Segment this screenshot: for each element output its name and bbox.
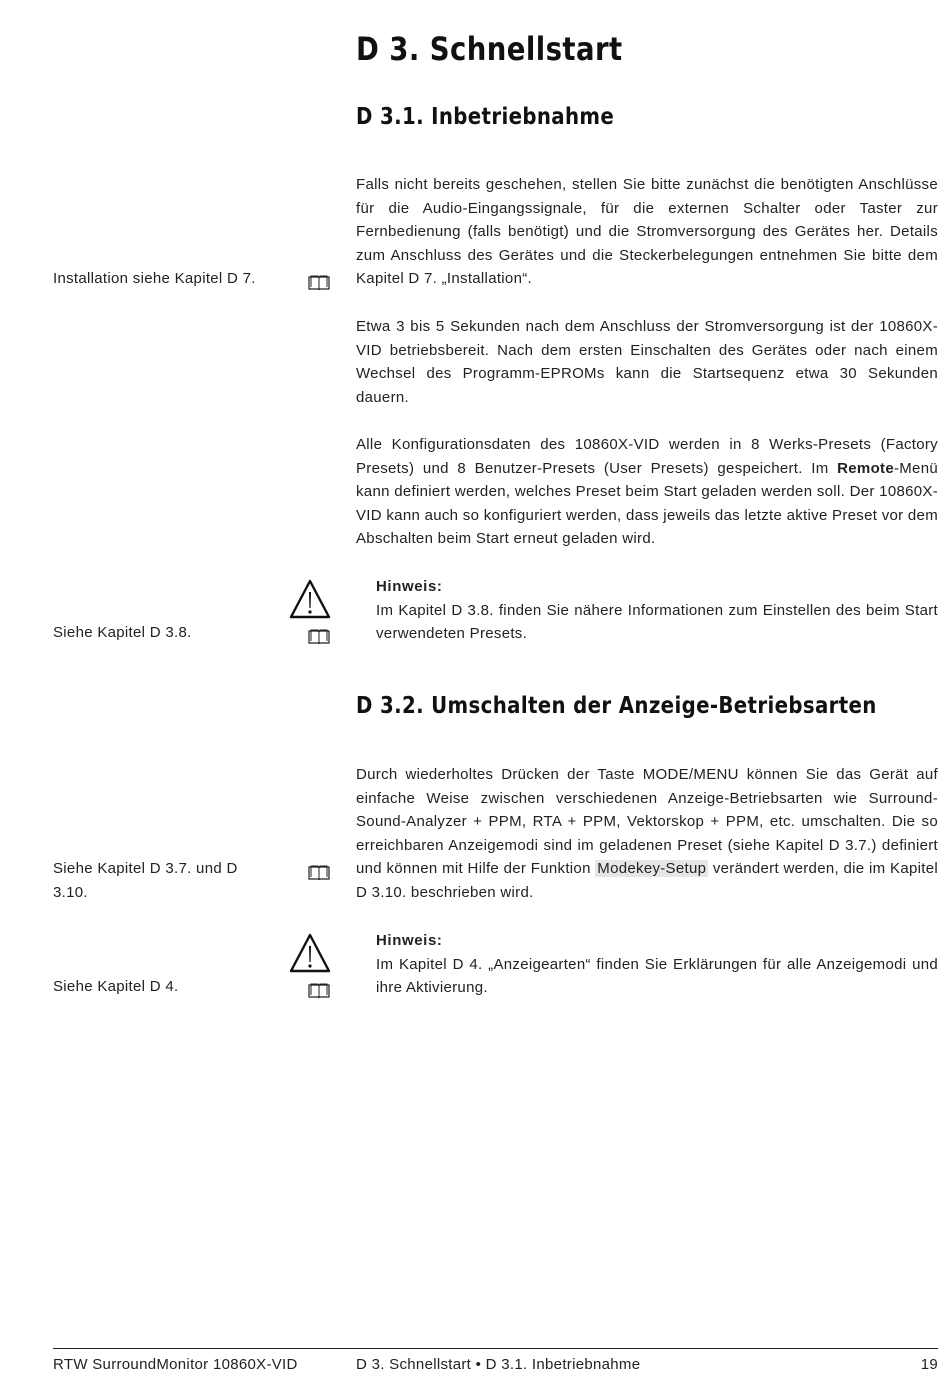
margin-note-chapter-4: Siehe Kapitel D 4.: [53, 978, 179, 995]
footer-page-number: 19: [920, 1356, 938, 1373]
modekey-setup-label: Modekey-Setup: [597, 860, 707, 877]
paragraph-startup-time: Etwa 3 bis 5 Sekunden nach dem Anschluss der Stromversorgung ist der 10860X-VID betriebsbereit. Nach dem ersten Einschalten des Gerätes oder nach einem Wechsel des Programm-EPROMs kann die Startsequenz etwa 30 Sekunden dauern.: [356, 318, 938, 406]
paragraph-presets: [356, 433, 938, 551]
note-box-anzeigearten: [376, 929, 938, 1000]
book-reference-icon: [307, 865, 331, 881]
margin-note-chapter-3-7-3-10: Siehe Kapitel D 3.7. und D 3.10.: [53, 860, 238, 901]
book-reference-icon: [307, 275, 331, 291]
book-reference-icon: [307, 629, 331, 645]
presets-text-end: -Menü kann definiert werden, welches Preset beim Start geladen werden soll. Der 10860X-VID kann auch so konfiguriert werden, dass jeweils das letzte aktive Preset vor dem Abschalten beim Start erneut geladen wird.: [356, 459, 938, 547]
note-title: Hinweis:: [376, 578, 443, 595]
note-title: Hinweis:: [376, 932, 443, 949]
presets-text-start: Alle Konfigurationsdaten des 10860X-VID werden in 8 Werks-Presets (Factory Presets) und 8 Benutzer-Presets (User Presets) gespeichert. Im: [356, 436, 938, 477]
footer-section-path: D 3. Schnellstart • D 3.1. Inbetriebnahme: [356, 1356, 641, 1373]
mode-text-end: verändert werden, die im Kapitel D 3.10. beschrieben wird.: [356, 860, 938, 901]
mode-text-start: Durch wiederholtes Drücken der Taste MODE/MENU können Sie das Gerät auf einfache Weise zwischen verschiedenen Anzeige-Betriebsarten wie Surround-Sound-Analyzer + PPM, RTA + PPM, Vektorskop + PPM, etc. umschalten. Die so erreichbaren Anzeigemodi sind im geladenen Preset (siehe Kapitel D 3.7.) definiert und können mit Hilfe der Funktion: [356, 766, 938, 877]
warning-icon: [288, 932, 332, 974]
note-text: Im Kapitel D 3.8. finden Sie nähere Informationen zum Einstellen des beim Start verwendeten Presets.: [376, 601, 938, 642]
note-box-presets: [376, 575, 938, 646]
margin-note-chapter-3-8: Siehe Kapitel D 3.8.: [53, 624, 192, 641]
section-heading-anzeige-betriebsarten: D 3.2. Umschalten der Anzeige-Betriebsarten: [356, 693, 877, 719]
margin-note-installation: Installation siehe Kapitel D 7.: [53, 270, 256, 287]
warning-icon: [288, 578, 332, 620]
footer-divider: [53, 1348, 938, 1349]
footer-product-name: RTW SurroundMonitor 10860X-VID: [53, 1356, 298, 1373]
book-reference-icon: [307, 983, 331, 999]
paragraph-connections: Falls nicht bereits geschehen, stellen Sie bitte zunächst die benötigten Anschlüsse für die Audio-Eingangssignale, für die externen Schalter oder Taster zur Fernbedienung (falls benötigt) und die Stromversorgung des Gerätes her. Details zum Anschluss des Gerätes und die Steckerbelegungen entnehmen Sie bitte dem Kapitel D 7. „Installation“.: [356, 176, 938, 287]
section-heading-inbetriebnahme: D 3.1. Inbetriebnahme: [356, 104, 615, 130]
page-title: D 3. Schnellstart: [356, 30, 623, 68]
note-text: Im Kapitel D 4. „Anzeigearten“ finden Sie Erklärungen für alle Anzeigemodi und ihre Aktivierung.: [376, 955, 938, 996]
remote-menu-label: Remote: [837, 459, 894, 477]
paragraph-mode-switching: [356, 763, 938, 904]
